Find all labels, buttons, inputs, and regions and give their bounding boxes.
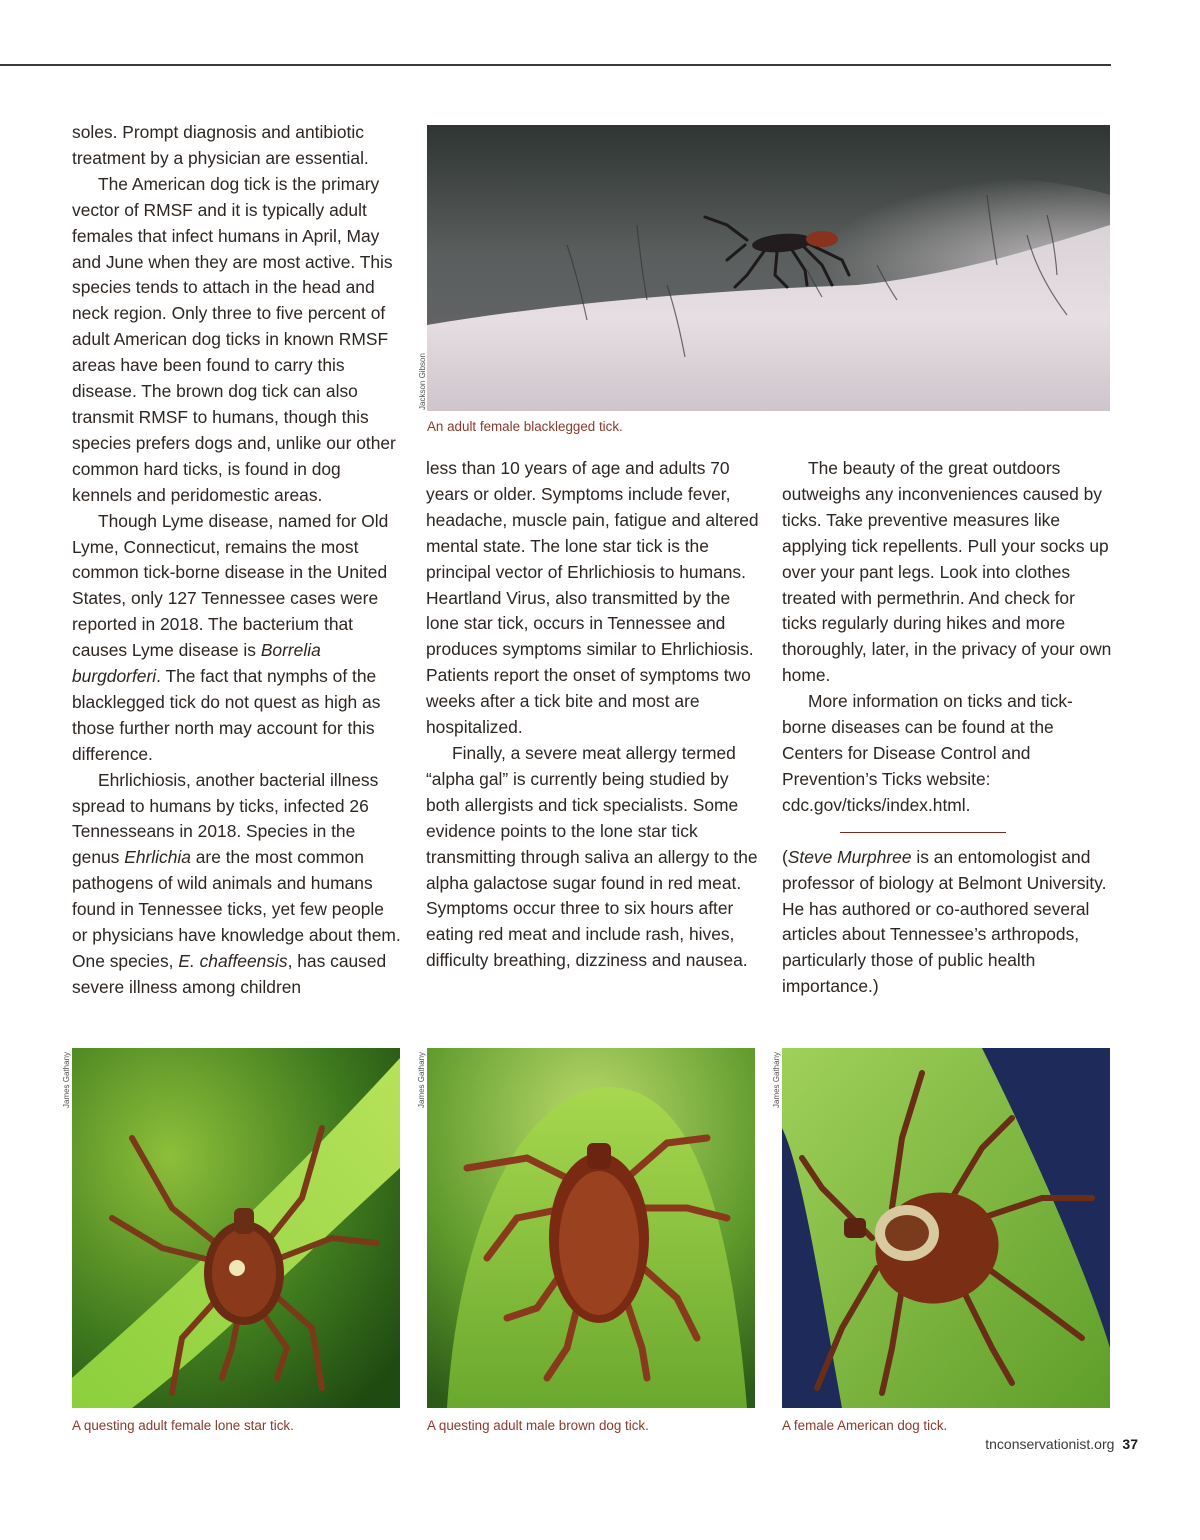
paragraph: More information on ticks and tick-borne diseases can be found at the Centers for Disease Control and Prevention’s Ticks website: cdc.gov/ticks/index.html.: [782, 691, 1073, 815]
paragraph: Finally, a severe meat allergy termed “alpha gal” is currently being studied by both allergists and tick specialists. Some evidence points to the lone star tick transmitting through saliva an allergy to the alpha galactose sugar found in red meat. Symptoms occur three to six hours after eating red meat and include rash, hives, difficulty breathing, dizziness and nausea.: [426, 742, 758, 971]
photo-caption: A questing adult female lone star tick.: [72, 1418, 294, 1433]
text-run: Though Lyme disease, named for Old Lyme, Connecticut, remains the most common tick-borne disease in the United States, only 127 Tennessee cases were reported in 2018. The bacterium that causes Lyme disease is: [72, 510, 389, 661]
photo-credit: James Gathany: [417, 1051, 426, 1108]
photo-caption: An adult female blacklegged tick.: [427, 419, 623, 434]
photo-credit: Jackson Gibson: [418, 353, 427, 410]
website-url: tnconservationist.org: [985, 1436, 1115, 1452]
author-bio: [782, 845, 1112, 1000]
article-column-1: [72, 120, 402, 1001]
page-number: 37: [1122, 1436, 1138, 1452]
paragraph: soles. Prompt diagnosis and antibiotic treatment by a physician are essential.: [72, 122, 369, 168]
blacklegged-tick-photo: [427, 125, 1110, 411]
paragraph: less than 10 years of age and adults 70 years or older. Symptoms include fever, headache, muscle pain, fatigue and altered mental state. The lone star tick is the principal vector of Ehrlichiosis to humans. Heartland Virus, also transmitted by the lone star tick, occurs in Tennessee and produces symptoms similar to Ehrlichiosis. Patients report the onset of symptoms two weeks after a tick bite and most are hospitalized.: [426, 458, 759, 738]
brown-dog-tick-photo: [427, 1048, 755, 1408]
photo-caption: A questing adult male brown dog tick.: [427, 1418, 649, 1433]
text-run: , has caused severe illness among children: [72, 951, 387, 997]
author-name: Steve Murphree: [787, 846, 912, 867]
italic-term: E. chaffeensis: [178, 951, 288, 971]
photo-caption: A female American dog tick.: [782, 1418, 948, 1433]
page-footer: [985, 1436, 1138, 1452]
american-dog-tick-photo: [782, 1048, 1110, 1408]
text-run: (: [782, 846, 788, 867]
paragraph: [72, 768, 402, 1001]
article-column-3: [782, 456, 1112, 1000]
italic-term: Borrelia burgdorferi: [72, 640, 321, 687]
text-run: is an entomologist and professor of biology at Belmont University. He has authored or co-authored several articles about Tennessee’s arthropods, particularly those of public health importance.): [782, 846, 1107, 997]
section-divider: [840, 832, 1006, 833]
paragraph: [72, 509, 402, 768]
lone-star-tick-photo: [72, 1048, 400, 1408]
header-rule: [0, 64, 1111, 66]
paragraph: The American dog tick is the primary vector of RMSF and it is typically adult females that infect humans in April, May and June when they are most active. This species tends to attach in the head and neck region. Only three to five percent of adult American dog ticks in known RMSF areas have been found to carry this disease. The brown dog tick can also transmit RMSF to humans, though this species prefers dogs and, unlike our other common hard ticks, is found in dog kennels and peridomestic areas.: [72, 173, 396, 505]
italic-term: Ehrlichia: [124, 847, 191, 868]
photo-credit: James Gathany: [772, 1051, 781, 1108]
text-run: Ehrlichiosis, another bacterial illness spread to humans by ticks, infected 26 Tennesseans in 2018. Species in the genus: [72, 769, 379, 868]
article-column-2: [426, 456, 760, 974]
text-run: are the most common pathogens of wild animals and humans found in Tennessee ticks, yet few people or physicians have knowledge about them. One species,: [72, 847, 401, 971]
photo-credit: James Gathany: [62, 1051, 71, 1108]
paragraph: The beauty of the great outdoors outweighs any inconveniences caused by ticks. Take preventive measures like applying tick repellents. Pull your socks up over your pant legs. Look into clothes treated with permethrin. And check for ticks regularly during hikes and more thoroughly, later, in the privacy of your own home.: [782, 458, 1112, 686]
text-run: . The fact that nymphs of the blacklegged tick do not quest as high as those further north may account for this difference.: [72, 666, 381, 764]
